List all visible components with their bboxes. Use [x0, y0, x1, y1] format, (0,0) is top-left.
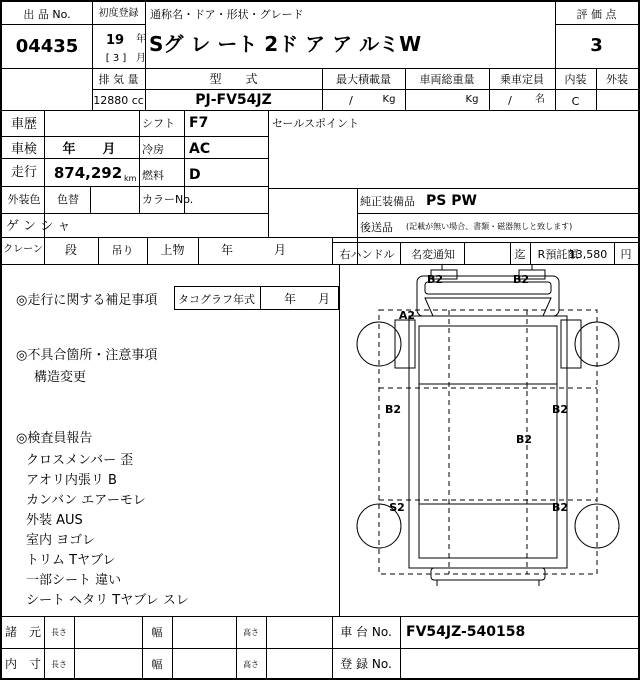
divider — [268, 110, 269, 237]
year-unit: 年 — [136, 34, 146, 45]
divider — [2, 186, 268, 187]
chassis-number-value: FV54JZ-540158 — [406, 624, 526, 640]
dimension-width-label: 幅 — [151, 657, 163, 671]
lot-number-value: 04435 — [15, 36, 79, 57]
capacity-unit: 名 — [535, 94, 545, 105]
color-number-value — [184, 192, 268, 206]
model-name-value: Sグ レ ート 2ド ア ア ルミW — [149, 32, 422, 56]
defect-notes-title: ◎不具合箇所・注意事項 — [16, 347, 158, 363]
divider — [2, 110, 638, 111]
inspection-label: 車検 — [10, 141, 37, 157]
air-conditioner-value: AC — [189, 141, 211, 157]
divider — [260, 286, 261, 310]
interior-grade-value: C — [571, 94, 580, 108]
divider — [2, 213, 268, 214]
first-registration-year: 19 — [105, 32, 125, 48]
chassis-number-label: 車 台 No. — [340, 625, 392, 639]
exterior-color-value: ゲ ン シ ャ — [6, 218, 71, 234]
fuel-label: 燃料 — [142, 168, 164, 182]
inspection-year: 年 — [62, 141, 76, 157]
handle-position-label: 右ハンドル — [339, 247, 395, 261]
inspector-item: 外装 AUS — [26, 512, 83, 528]
evaluation-score: 3 — [590, 35, 603, 56]
deposit-label: R預託額 — [537, 247, 579, 261]
sales-point-title: セールスポイント — [272, 116, 360, 130]
mileage-value: 874,292 — [53, 163, 123, 182]
inspection-month: 月 — [102, 141, 116, 157]
damage-mark: B2 — [515, 433, 533, 446]
inspector-report-title: ◎検査員報告 — [16, 430, 93, 446]
divider — [2, 648, 638, 649]
divider — [2, 616, 638, 617]
exterior-grade-label: 外装 — [606, 72, 628, 86]
max-load-value: / — [349, 93, 353, 107]
lift-label: 吊り — [111, 243, 134, 257]
tachograph-year: 年 — [283, 292, 296, 306]
dimension-length-value — [74, 656, 142, 672]
inspector-item: 室内 ヨゴレ — [26, 532, 96, 548]
divider — [2, 68, 638, 69]
stage-label: 段 — [64, 243, 77, 257]
shift-label: シフト — [142, 116, 175, 130]
deposit-value: 13,580 — [568, 247, 608, 261]
divider — [332, 242, 638, 243]
gross-weight-value — [405, 93, 463, 107]
divider — [2, 158, 268, 159]
spec-label: 諸 元 — [4, 625, 41, 639]
damage-mark: B2 — [512, 273, 530, 286]
fuel-value: D — [189, 167, 201, 183]
inspector-item: トリム Tヤブレ — [26, 552, 116, 568]
interior-grade-label: 内装 — [564, 72, 587, 86]
divider — [2, 24, 92, 25]
vehicle-history-label: 車歴 — [10, 116, 37, 132]
divider — [139, 186, 140, 213]
tachograph-label: タコグラフ年式 — [178, 292, 255, 306]
divider — [198, 237, 199, 264]
registration-number-value — [406, 655, 626, 673]
spec-length-value — [74, 624, 142, 640]
mileage-unit: km — [124, 174, 137, 183]
divider — [92, 89, 555, 90]
crane-label: クレーン — [3, 244, 43, 255]
displacement-value: 12880 cc — [93, 93, 144, 107]
mileage-label: 走行 — [10, 164, 37, 180]
divider — [90, 186, 91, 213]
name-change-label: 名変通知 — [411, 247, 455, 261]
damage-mark: A2 — [398, 309, 416, 322]
divider — [2, 136, 268, 137]
color-number-label: カラーNo. — [142, 192, 194, 206]
name-change-value — [464, 247, 510, 261]
air-conditioner-label: 冷房 — [142, 142, 164, 156]
evaluation-label: 評 価 点 — [576, 7, 617, 21]
shift-value: F7 — [189, 115, 209, 131]
dimension-width-value — [172, 656, 236, 672]
model-name-label: 通称名・ドア・形状・グレード — [150, 7, 304, 21]
inspector-item: アオリ内張リ B — [26, 472, 117, 488]
exterior-grade-value — [596, 94, 638, 108]
divider — [555, 24, 638, 25]
max-load-label: 最大積載量 — [336, 72, 391, 86]
displacement-label: 排 気 量 — [98, 72, 139, 86]
damage-mark: S2 — [389, 501, 405, 514]
gross-weight-label: 車両総重量 — [419, 72, 475, 86]
max-load-unit: Kg — [382, 94, 396, 105]
repaint-label: 色替 — [57, 192, 79, 206]
damage-mark: B2 — [551, 403, 569, 416]
first-registration-label: 初度登録 — [98, 8, 139, 19]
month-unit: 月 — [136, 53, 146, 64]
spec-width-value — [172, 624, 236, 640]
vehicle-diagram — [339, 264, 638, 616]
equipment-value: PS PW — [426, 193, 477, 209]
divider — [555, 89, 638, 90]
body-label: 上物 — [160, 243, 185, 257]
spec-height-value — [266, 624, 332, 640]
capacity-value: / — [508, 93, 512, 107]
divider — [400, 242, 401, 264]
vehicle-history-value — [44, 115, 139, 133]
running-notes-title: ◎走行に関する補足事項 — [16, 292, 158, 308]
dimension-label: 内 寸 — [4, 657, 41, 671]
dimension-height-label: 高さ — [243, 660, 259, 669]
divider — [92, 24, 145, 25]
lot-number-label: 出 品 No. — [23, 7, 71, 21]
body-year: 年 — [220, 243, 233, 257]
inspector-item: 一部シート 違い — [26, 572, 122, 588]
exterior-color-label: 外装色 — [7, 192, 41, 206]
inspector-item: シート ヘタリ Tヤブレ スレ — [26, 592, 189, 608]
spec-height-label: 高さ — [243, 628, 259, 637]
inspector-item: カンバン エアーモレ — [26, 492, 146, 508]
equipment-label: 純正装備品 — [360, 194, 415, 208]
divider — [268, 188, 638, 189]
type-label: 型 式 — [209, 72, 258, 86]
divider — [400, 616, 401, 678]
gross-weight-unit: Kg — [465, 94, 479, 105]
deposit-unit: 円 — [620, 247, 632, 261]
spec-width-label: 幅 — [151, 625, 163, 639]
dimension-height-value — [266, 656, 332, 672]
spec-length-label: 長さ — [51, 628, 67, 637]
name-change-until-label: 迄 — [514, 247, 526, 261]
damage-mark: B2 — [426, 273, 444, 286]
later-delivery-note: (記載が無い場合、書類・磁器無しと致します) — [406, 222, 573, 231]
first-registration-month: [ 3 ] — [105, 53, 127, 64]
tachograph-month: 月 — [317, 292, 330, 306]
later-delivery-label: 後送品 — [360, 220, 393, 234]
capacity-label: 乗車定員 — [500, 72, 544, 86]
dimension-length-label: 長さ — [51, 660, 67, 669]
damage-mark: B2 — [551, 501, 569, 514]
body-month: 月 — [273, 243, 286, 257]
type-value: PJ-FV54JZ — [195, 92, 272, 108]
defect-item: 構造変更 — [34, 369, 87, 385]
inspector-item: クロスメンバー 歪 — [26, 452, 134, 468]
registration-number-label: 登 録 No. — [340, 657, 392, 671]
damage-mark: B2 — [384, 403, 402, 416]
divider — [357, 213, 638, 214]
